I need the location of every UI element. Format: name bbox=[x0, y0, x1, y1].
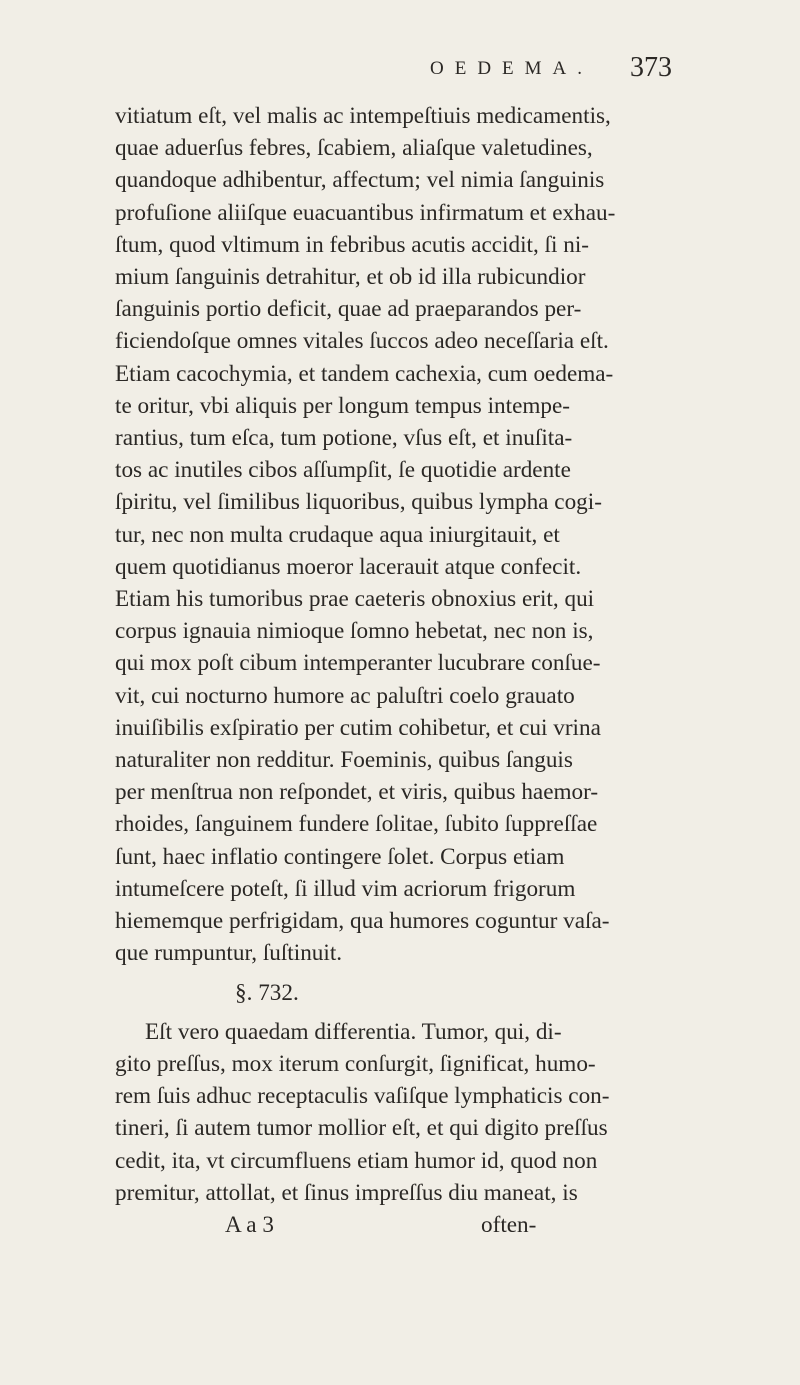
text-line: ficiendoſque omnes vitales ſuccos adeo neceſſaria eſt. bbox=[115, 328, 609, 355]
text-line: mium ſanguinis detrahitur, et ob id illa rubicundior bbox=[115, 264, 586, 291]
text-line: quandoque adhibentur, affectum; vel nimia ſanguinis bbox=[115, 167, 605, 194]
text-line: Eſt vero quaedam differentia. Tumor, qui, di- bbox=[145, 1018, 562, 1045]
text-line: per menſtrua non reſpondet, et viris, quibus haemor- bbox=[115, 779, 599, 806]
text-line: quae aduerſus febres, ſcabiem, aliaſque valetudines, bbox=[115, 135, 593, 162]
text-line: rantius, tum eſca, tum potione, vſus eſt, et inuſita- bbox=[115, 425, 573, 452]
page-number: 373 bbox=[630, 52, 672, 83]
text-line: vitiatum eſt, vel malis ac intempeſtiuis medicamentis, bbox=[115, 103, 611, 129]
section-number: §. 732. bbox=[235, 980, 299, 1007]
text-line: Etiam his tumoribus prae caeteris obnoxius erit, qui bbox=[115, 586, 595, 613]
text-line: ſunt, haec inflatio contingere ſolet. Corpus etiam bbox=[115, 843, 565, 870]
text-line: ſtum, quod vltimum in febribus acutis accidit, ſi ni- bbox=[115, 231, 589, 258]
text-line: hiememque perfrigidam, qua humores coguntur vaſa- bbox=[115, 908, 610, 935]
text-line: tos ac inutiles cibos aſſumpſit, ſe quotidie ardente bbox=[115, 457, 571, 484]
text-line: Etiam cacochymia, et tandem cachexia, cum oedema- bbox=[115, 360, 614, 387]
page-footer bbox=[115, 1209, 715, 1241]
text-line: que rumpuntur, ſuſtinuit. bbox=[115, 940, 343, 967]
body-text bbox=[115, 100, 715, 1241]
text-line: premitur, attollat, et ſinus impreſſus diu maneat, is bbox=[115, 1179, 578, 1206]
text-line: ſpiritu, vel ſimilibus liquoribus, quibus lympha cogi- bbox=[115, 489, 602, 516]
text-line: rhoides, ſanguinem fundere ſolitae, ſubito ſuppreſſae bbox=[115, 811, 598, 838]
text-line: ſanguinis portio deficit, quae ad praeparandos per- bbox=[115, 296, 582, 323]
text-line: vit, cui nocturno humore ac paluſtri coelo grauato bbox=[115, 682, 575, 709]
signature-mark: A a 3 bbox=[225, 1211, 274, 1238]
text-line: naturaliter non redditur. Foeminis, quibus ſanguis bbox=[115, 747, 573, 774]
text-line: quem quotidianus moeror lacerauit atque confecit. bbox=[115, 553, 582, 580]
text-line: cedit, ita, vt circumfluens etiam humor id, quod non bbox=[115, 1147, 598, 1174]
text-line: tur, nec non multa crudaque aqua iniurgitauit, et bbox=[115, 521, 560, 548]
text-line: corpus ignauia nimioque ſomno hebetat, nec non is, bbox=[115, 618, 594, 645]
text-line: tineri, ſi autem tumor mollior eſt, et qui digito preſſus bbox=[115, 1115, 608, 1142]
text-line: profuſione aliiſque euacuantibus infirmatum et exhau- bbox=[115, 199, 616, 226]
text-line: intumeſcere poteſt, ſi illud vim acriorum frigorum bbox=[115, 875, 576, 902]
page-header bbox=[0, 50, 800, 90]
text-line: inuiſibilis exſpiratio per cutim cohibetur, et cui vrina bbox=[115, 714, 601, 741]
text-line: rem ſuis adhuc receptaculis vaſiſque lymphaticis con- bbox=[115, 1083, 610, 1110]
text-line: qui mox poſt cibum intemperanter lucubrare conſue- bbox=[115, 650, 601, 677]
paragraph-2 bbox=[115, 1016, 715, 1209]
paragraph-1 bbox=[115, 100, 715, 969]
catchword: often- bbox=[481, 1211, 537, 1238]
text-line: gito preſſus, mox iterum conſurgit, ſignificat, humo- bbox=[115, 1050, 596, 1077]
running-head: OEDEMA. bbox=[430, 58, 594, 79]
text-line: te oritur, vbi aliquis per longum tempus intempe- bbox=[115, 392, 571, 419]
